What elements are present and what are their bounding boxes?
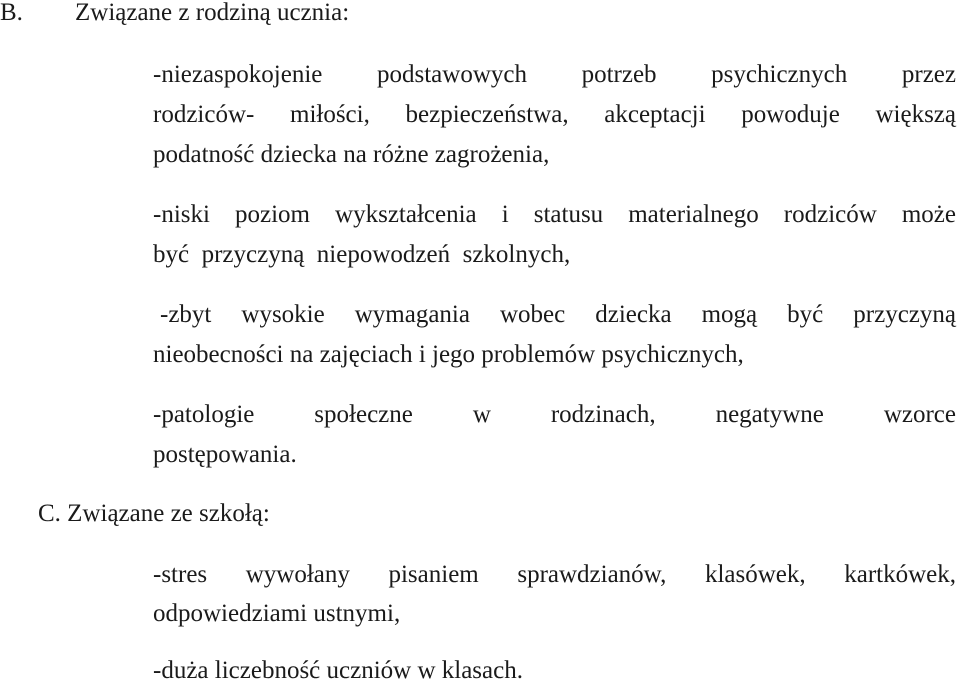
item-b1-line3: podatność dziecka na różne zagrożenia,: [153, 141, 550, 168]
item-c1-line1: -stres wywołany pisaniem sprawdzianów, klasówek, kartkówek,: [153, 561, 956, 588]
item-b2-line2: być przyczyną niepowodzeń szkolnych,: [153, 241, 571, 268]
item-c1-line2: odpowiedziami ustnymi,: [153, 600, 401, 627]
item-b4-line2: postępowania.: [153, 441, 297, 468]
section-b-title: Związane z rodziną ucznia:: [75, 0, 350, 26]
item-b2-line1: -niski poziom wykształcenia i statusu materialnego rodziców może: [153, 201, 956, 228]
item-b3-line2: nieobecności na zajęciach i jego problemów psychicznych,: [153, 341, 744, 368]
section-b-heading: [0, 0, 349, 25]
item-b4-line1: -patologie społeczne w rodzinach, negatywne wzorce: [153, 401, 956, 428]
section-b-letter: B.: [0, 0, 23, 26]
item-c2-line1: -duża liczebność uczniów w klasach.: [153, 657, 523, 684]
item-b1-line2: rodziców- miłości, bezpieczeństwa, akceptacji powoduje większą: [153, 101, 956, 128]
item-b1-line1: -niezaspokojenie podstawowych potrzeb psychicznych przez: [153, 61, 956, 88]
section-c-heading: C. Związane ze szkołą:: [38, 500, 270, 527]
item-b3-line1: -zbyt wysokie wymagania wobec dziecka mogą być przyczyną: [160, 301, 956, 328]
